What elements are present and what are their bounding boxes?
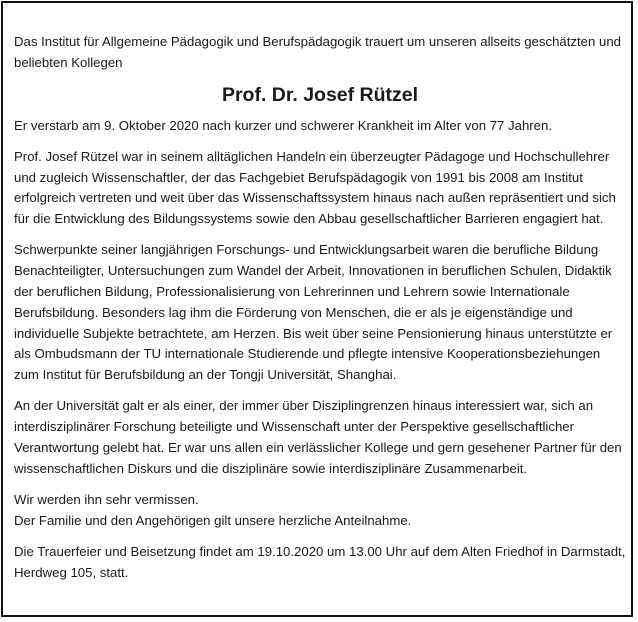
- death-announcement: Er verstarb am 9. Oktober 2020 nach kurzer und schwerer Krankheit im Alter von 77 Jahren.: [14, 117, 553, 133]
- deceased-name: Prof. Dr. Josef Rützel: [221, 83, 419, 106]
- career-paragraph: Prof. Josef Rützel war in seinem alltäglichen Handeln ein überzeugter Pädagoge und Hochschullehrer und zugleich Wissenschaftler, der das Fachgebiet Berufspädagogik von 1991 bis 2008 am Institut erfolgreich vertreten und weit über das Wissenschaftssystem hinaus nach außen repräsentiert und sich für die Entwicklung des Bildungssystems sowie den Abbau gesellschaftlicher Barrieren engagiert hat.: [14, 148, 616, 227]
- closing-line-condolence: Der Familie und den Angehörigen gilt unsere herzliche Anteilnahme.: [14, 512, 412, 528]
- university-paragraph: An der Universität galt er als einer, der immer über Disziplingrenzen hinaus interessiert war, sich an interdisziplinärer Forschung beteiligte und Wissenschaft unter der Perspektive gesellschaftlicher Verantwortung gelebt hat. Er war uns allen ein verlässlicher Kollege und gern gesehener Partner für den wissenschaftlichen Diskurs und die disziplinäre sowie interdisziplinäre Zusammenarbeit.: [14, 398, 622, 476]
- funeral-info: Die Trauerfeier und Beisetzung findet am 19.10.2020 um 13.00 Uhr auf dem Alten Friedhof in Darmstadt, Herdweg 105, statt.: [14, 543, 626, 580]
- research-paragraph: Schwerpunkte seiner langjährigen Forschungs- und Entwicklungsarbeit waren die berufliche Bildung Benachteiligter, Untersuchungen zum Wandel der Arbeit, Innovationen in beruflichen Schulen, Didaktik der beruflichen Bildung, Professionalisierung von Lehrerinnen und Lehrern sowie Internationale Berufsbildung. Besonders lag ihm die Förderung von Menschen, die er als je eigenständige und individuelle Subjekte betrachtete, am Herzen. Bis weit über seine Pensionierung hinaus unterstützte er als Ombudsmann der TU internationale Studierende und pflegte intensive Kooperationsbeziehungen zum Institut für Berufsbildung an der Tongji Universität, Shanghai.: [14, 242, 613, 383]
- closing-line-miss: Wir werden ihn sehr vermissen.: [14, 491, 199, 507]
- obituary-content: [14, 32, 626, 594]
- intro-text: Das Institut für Allgemeine Pädagogik und Berufspädagogik trauert um unseren allseits geschätzten und beliebten Kollegen: [14, 34, 621, 70]
- obituary-frame: [1, 1, 633, 617]
- closing-block: [14, 490, 626, 532]
